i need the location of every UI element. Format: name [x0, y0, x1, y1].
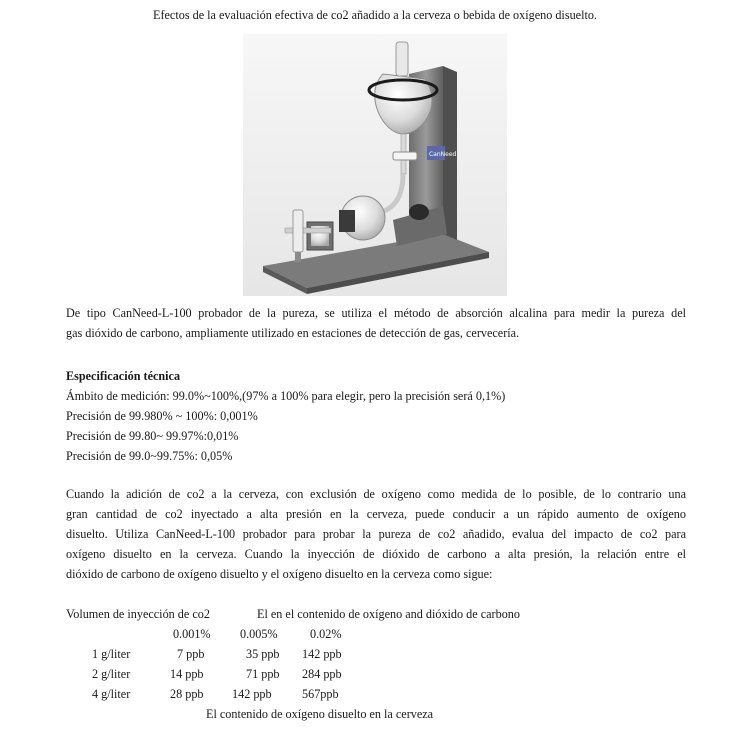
table-cell: 14 ppb — [170, 667, 204, 681]
intro-line: De tipo CanNeed-L-100 probador de la pureza, se utiliza el método de absorción alcalina para medir la pureza del — [66, 306, 686, 320]
table-cell: 142 ppb — [232, 687, 272, 701]
spec-item: Precisión de 99.80~ 99.97%:0,01% — [66, 429, 239, 443]
spec-heading: Especificación técnica — [66, 369, 181, 383]
table-column-group-title: El en el contenido de oxígeno and dióxido de carbono — [257, 607, 520, 621]
body-line: gran cantidad de co2 inyectado a alta presión en la cerveza, puede conducir a un rápido aumento de oxígeno — [66, 507, 686, 521]
table-cell: 567ppb — [302, 687, 339, 701]
specifications — [66, 366, 505, 466]
table-cell: 35 ppb — [246, 647, 280, 661]
table-row-label: 1 g/liter — [92, 647, 131, 661]
body-line: oxígeno disuelto en la cerveza. Cuando la inyección de dióxido de carbono a alta presión, la relación entre el — [66, 547, 686, 561]
body-paragraph — [66, 484, 686, 584]
table-column-header: 0.001% — [173, 627, 211, 641]
device-label-text: CanNeed — [429, 151, 457, 158]
intro-paragraph — [66, 303, 686, 343]
body-line: Cuando la adición de co2 a la cerveza, con exclusión de oxígeno como medida de lo posible, de lo contrario una — [66, 487, 686, 501]
spec-item: Precisión de 99.980% ~ 100%: 0,001% — [66, 409, 258, 423]
spec-item: Precisión de 99.0~99.75%: 0,05% — [66, 449, 233, 463]
table-row-label: 2 g/liter — [92, 667, 131, 681]
table-column-header: 0.02% — [310, 627, 342, 641]
table-row-header-title: Volumen de inyección de co2 — [66, 607, 210, 621]
table-caption: El contenido de oxígeno disuelto en la cerveza — [206, 707, 434, 721]
page-title: Efectos de la evaluación efectiva de co2 añadido a la cerveza o bebida de oxígeno disuelto. — [153, 8, 597, 22]
table-cell: 71 ppb — [246, 667, 280, 681]
table-cell: 142 ppb — [302, 647, 342, 661]
table-cell: 284 ppb — [302, 667, 342, 681]
spec-item: Ámbito de medición: 99.0%~100%,(97% a 100% para elegir, pero la precisión será 0,1%) — [66, 389, 506, 403]
body-line: disuelto. Utiliza CanNeed-L-100 probador para probar la pureza de co2 añadido, evalua del impacto de co2 para — [66, 527, 686, 541]
table-row-label: 4 g/liter — [92, 687, 131, 701]
product-photo — [243, 34, 507, 296]
intro-line: gas dióxido de carbono, ampliamente utilizado en estaciones de detección de gas, cervecería. — [66, 326, 520, 340]
table-cell: 7 ppb — [177, 647, 205, 661]
table-cell: 28 ppb — [170, 687, 204, 701]
table-column-header: 0.005% — [240, 627, 278, 641]
body-line: dióxido de carbono de oxígeno disuelto y el oxígeno disuelto en la cerveza como sigue: — [66, 567, 493, 581]
